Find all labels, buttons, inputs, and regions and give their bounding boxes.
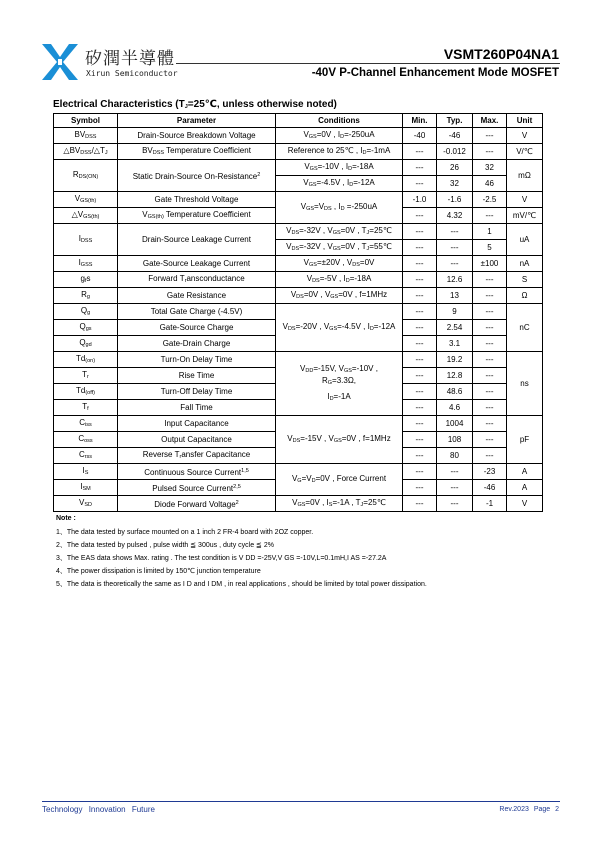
cell-unit: V bbox=[507, 192, 543, 208]
cell-typ: 9 bbox=[437, 304, 473, 320]
cell-unit: ns bbox=[507, 352, 543, 416]
cell-typ: -0.012 bbox=[437, 144, 473, 160]
table-row bbox=[54, 464, 543, 480]
cell-min: --- bbox=[403, 320, 437, 336]
section-title bbox=[53, 99, 337, 110]
cell-min: --- bbox=[403, 480, 437, 496]
electrical-characteristics-table bbox=[53, 113, 543, 512]
cell-max: ±100 bbox=[473, 256, 507, 272]
cell-typ: --- bbox=[437, 464, 473, 480]
cell-typ: 1004 bbox=[437, 416, 473, 432]
header-conditions: Conditions bbox=[276, 114, 403, 128]
cell-max: -23 bbox=[473, 464, 507, 480]
cell-parameter: Reverse Transfer Capacitance bbox=[118, 448, 276, 464]
cell-max: --- bbox=[473, 400, 507, 416]
table-row bbox=[54, 496, 543, 512]
cell-min: --- bbox=[403, 336, 437, 352]
cell-typ: --- bbox=[437, 224, 473, 240]
cell-conditions: VGS=-4.5V , ID=-12A bbox=[276, 176, 403, 192]
header-parameter: Parameter bbox=[118, 114, 276, 128]
cell-min: --- bbox=[403, 368, 437, 384]
cell-conditions: VDS=0V , VGS=0V , f=1MHz bbox=[276, 288, 403, 304]
cell-min: --- bbox=[403, 416, 437, 432]
cell-min: --- bbox=[403, 400, 437, 416]
cell-symbol: VGS(th) bbox=[54, 192, 118, 208]
cell-symbol: Qg bbox=[54, 304, 118, 320]
cell-min: --- bbox=[403, 208, 437, 224]
note-item: 5、The data is theoretically the same as I D and I DM , in real applications , should be limited by total power dissipation. bbox=[56, 581, 427, 588]
table-row bbox=[54, 224, 543, 240]
cell-conditions: VDS=-20V , VGS=-4.5V , ID=-12A bbox=[276, 304, 403, 352]
cell-unit: V bbox=[507, 128, 543, 144]
cell-min: --- bbox=[403, 176, 437, 192]
cell-symbol: Rg bbox=[54, 288, 118, 304]
table-row bbox=[54, 160, 543, 176]
cell-typ: 48.6 bbox=[437, 384, 473, 400]
cell-conditions: Reference to 25℃ , ID=-1mA bbox=[276, 144, 403, 160]
cell-min: --- bbox=[403, 352, 437, 368]
cell-conditions: VDS=-32V , VGS=0V , TJ=25℃ bbox=[276, 224, 403, 240]
cell-parameter: Gate-Source Leakage Current bbox=[118, 256, 276, 272]
cell-min: --- bbox=[403, 160, 437, 176]
cell-parameter: BVDSS Temperature Coefficient bbox=[118, 144, 276, 160]
cell-parameter: Gate Threshold Voltage bbox=[118, 192, 276, 208]
note-item: 2、The data tested by pulsed , pulse width ≦ 300us , duty cycle ≦ 2% bbox=[56, 542, 274, 549]
cell-parameter: Rise Time bbox=[118, 368, 276, 384]
cell-max: --- bbox=[473, 320, 507, 336]
notes-title: Note : bbox=[56, 515, 76, 522]
cell-unit: mΩ bbox=[507, 160, 543, 192]
cell-parameter: VGS(th) Temperature Coefficient bbox=[118, 208, 276, 224]
cell-min: --- bbox=[403, 384, 437, 400]
cell-max: 32 bbox=[473, 160, 507, 176]
table-row bbox=[54, 256, 543, 272]
cell-max: --- bbox=[473, 368, 507, 384]
cell-unit: S bbox=[507, 272, 543, 288]
cell-min: --- bbox=[403, 240, 437, 256]
cell-conditions: VDS=-5V , ID=-18A bbox=[276, 272, 403, 288]
cell-symbol: IGSS bbox=[54, 256, 118, 272]
cell-parameter: Pulsed Source Current$^{2,5}$ bbox=[118, 480, 276, 496]
cell-parameter: Gate Resistance bbox=[118, 288, 276, 304]
cell-symbol: IS bbox=[54, 464, 118, 480]
xirun-logo-icon bbox=[42, 44, 78, 80]
device-subtitle: -40V P-Channel Enhancement Mode MOSFET bbox=[311, 67, 559, 79]
table-row bbox=[54, 352, 543, 368]
cell-conditions bbox=[276, 352, 403, 416]
cell-unit: V/℃ bbox=[507, 144, 543, 160]
cell-max: --- bbox=[473, 144, 507, 160]
cell-symbol: Coss bbox=[54, 432, 118, 448]
table-row bbox=[54, 192, 543, 208]
header-max: Max. bbox=[473, 114, 507, 128]
footer-page-info bbox=[499, 806, 559, 813]
cell-symbol: Qgs bbox=[54, 320, 118, 336]
cell-min: --- bbox=[403, 448, 437, 464]
cell-parameter: Drain-Source Leakage Current bbox=[118, 224, 276, 256]
cell-min: --- bbox=[403, 144, 437, 160]
cell-symbol: RDS(ON) bbox=[54, 160, 118, 192]
cell-typ: --- bbox=[437, 240, 473, 256]
cell-unit: V bbox=[507, 496, 543, 512]
cell-typ: 26 bbox=[437, 160, 473, 176]
cell-parameter: Output Capacitance bbox=[118, 432, 276, 448]
header-min: Min. bbox=[403, 114, 437, 128]
cell-conditions: VGS=0V , ID=-250uA bbox=[276, 128, 403, 144]
note-item: 4、The power dissipation is limited by 150℃ junction temperature bbox=[56, 568, 261, 575]
cell-typ: 3.1 bbox=[437, 336, 473, 352]
cond-line: ID=-1A bbox=[327, 391, 351, 402]
cell-unit: pF bbox=[507, 416, 543, 464]
cell-symbol: IDSS bbox=[54, 224, 118, 256]
cell-parameter: Static Drain-Source On-Resistance$^2$ bbox=[118, 160, 276, 192]
note-item: 1、The data tested by surface mounted on a 1 inch 2 FR-4 board with 2OZ copper. bbox=[56, 529, 314, 536]
part-number: VSMT260P04NA1 bbox=[443, 46, 559, 62]
cell-typ: 19.2 bbox=[437, 352, 473, 368]
cell-min: --- bbox=[403, 304, 437, 320]
table-row bbox=[54, 288, 543, 304]
footer-page-number: Page 2 bbox=[533, 806, 559, 813]
cell-symbol: gfs bbox=[54, 272, 118, 288]
footer-divider bbox=[42, 801, 560, 802]
cell-min: --- bbox=[403, 272, 437, 288]
cell-typ: 13 bbox=[437, 288, 473, 304]
cell-symbol: Qgd bbox=[54, 336, 118, 352]
cell-max: --- bbox=[473, 128, 507, 144]
table-header-row bbox=[54, 114, 543, 128]
cell-parameter: Total Gate Charge (-4.5V) bbox=[118, 304, 276, 320]
cell-parameter: Forward Transconductance bbox=[118, 272, 276, 288]
cell-typ: 4.6 bbox=[437, 400, 473, 416]
brand-name-english: Xirun Semiconductor bbox=[86, 69, 178, 78]
cell-unit: Ω bbox=[507, 288, 543, 304]
table-row bbox=[54, 304, 543, 320]
cell-symbol: Ciss bbox=[54, 416, 118, 432]
cell-unit: nC bbox=[507, 304, 543, 352]
cell-parameter: Turn-On Delay Time bbox=[118, 352, 276, 368]
cell-symbol: Tf bbox=[54, 400, 118, 416]
table-row bbox=[54, 416, 543, 432]
brand-name-chinese: 矽潤半導體 bbox=[85, 49, 175, 69]
cell-parameter: Continuous Source Current$^{1,5}$ bbox=[118, 464, 276, 480]
cell-conditions: VG=VD=0V , Force Current bbox=[276, 464, 403, 496]
header-typ: Typ. bbox=[437, 114, 473, 128]
note-item: 3、The EAS data shows Max. rating . The test condition is V DD =-25V,V GS =-10V,L=0.1mH,I AS =-27.2A bbox=[56, 555, 387, 562]
cell-symbol: Tr bbox=[54, 368, 118, 384]
cell-typ: 32 bbox=[437, 176, 473, 192]
cell-unit: mV/℃ bbox=[507, 208, 543, 224]
cell-max: -1 bbox=[473, 496, 507, 512]
cell-max: -46 bbox=[473, 480, 507, 496]
cell-symbol: Td(off) bbox=[54, 384, 118, 400]
cell-parameter: Gate-Drain Charge bbox=[118, 336, 276, 352]
cell-symbol: Crss bbox=[54, 448, 118, 464]
cell-typ: --- bbox=[437, 480, 473, 496]
cell-typ: -1.6 bbox=[437, 192, 473, 208]
cell-max: --- bbox=[473, 304, 507, 320]
cell-min: --- bbox=[403, 464, 437, 480]
cell-symbol: VSD bbox=[54, 496, 118, 512]
cell-unit: A bbox=[507, 480, 543, 496]
cell-parameter: Drain-Source Breakdown Voltage bbox=[118, 128, 276, 144]
cell-conditions: VGS=0V , IS=-1A , TJ=25℃ bbox=[276, 496, 403, 512]
cell-unit: uA bbox=[507, 224, 543, 256]
cell-max: --- bbox=[473, 432, 507, 448]
cell-parameter: Fall Time bbox=[118, 400, 276, 416]
header-symbol: Symbol bbox=[54, 114, 118, 128]
cell-min: --- bbox=[403, 496, 437, 512]
cell-conditions: VGS=±20V , VDS=0V bbox=[276, 256, 403, 272]
header-unit: Unit bbox=[507, 114, 543, 128]
cell-max: --- bbox=[473, 288, 507, 304]
cell-parameter: Input Capacitance bbox=[118, 416, 276, 432]
cell-unit: nA bbox=[507, 256, 543, 272]
cell-max: -2.5 bbox=[473, 192, 507, 208]
cell-max: --- bbox=[473, 352, 507, 368]
cell-parameter: Diode Forward Voltage$^2$ bbox=[118, 496, 276, 512]
cell-max: 1 bbox=[473, 224, 507, 240]
footer-revision: Rev.2023 bbox=[499, 806, 529, 813]
cell-conditions: VDS=-32V , VGS=0V , TJ=55℃ bbox=[276, 240, 403, 256]
cond-line: RG=3.3Ω, bbox=[321, 375, 357, 386]
cell-typ: 80 bbox=[437, 448, 473, 464]
cell-min: -40 bbox=[403, 128, 437, 144]
cell-symbol: ISM bbox=[54, 480, 118, 496]
section-title-text: Electrical Characteristics (TJ=25℃, unless otherwise noted) bbox=[53, 99, 337, 110]
cell-min: --- bbox=[403, 224, 437, 240]
cell-typ: -46 bbox=[437, 128, 473, 144]
cell-symbol: △BVDSS/△TJ bbox=[54, 144, 118, 160]
cell-typ: --- bbox=[437, 256, 473, 272]
cell-conditions: VGS=-10V , ID=-18A bbox=[276, 160, 403, 176]
table-row bbox=[54, 272, 543, 288]
cell-typ: 12.6 bbox=[437, 272, 473, 288]
cell-typ: 4.32 bbox=[437, 208, 473, 224]
cell-min: --- bbox=[403, 288, 437, 304]
cell-min: --- bbox=[403, 256, 437, 272]
cell-typ: 12.8 bbox=[437, 368, 473, 384]
cell-symbol: △VGS(th) bbox=[54, 208, 118, 224]
cond-line: VDD=-15V, VGS=-10V , bbox=[300, 363, 378, 374]
cell-parameter: Gate-Source Charge bbox=[118, 320, 276, 336]
cell-conditions: VDS=-15V , VGS=0V , f=1MHz bbox=[276, 416, 403, 464]
cell-max: --- bbox=[473, 336, 507, 352]
cell-min: -1.0 bbox=[403, 192, 437, 208]
footer-tagline: Technology Innovation Future bbox=[42, 805, 155, 814]
cell-typ: 108 bbox=[437, 432, 473, 448]
notes-list bbox=[56, 526, 427, 591]
cell-typ: 2.54 bbox=[437, 320, 473, 336]
cell-conditions: VGS=VDS , ID =-250uA bbox=[276, 192, 403, 224]
cell-min: --- bbox=[403, 432, 437, 448]
cell-max: --- bbox=[473, 448, 507, 464]
table-row bbox=[54, 128, 543, 144]
cell-max: --- bbox=[473, 208, 507, 224]
cell-max: --- bbox=[473, 272, 507, 288]
cell-max: --- bbox=[473, 416, 507, 432]
cell-max: --- bbox=[473, 384, 507, 400]
table-row bbox=[54, 144, 543, 160]
cell-max: 46 bbox=[473, 176, 507, 192]
cell-parameter: Turn-Off Delay Time bbox=[118, 384, 276, 400]
cell-symbol: BVDSS bbox=[54, 128, 118, 144]
cell-max: 5 bbox=[473, 240, 507, 256]
cell-unit: A bbox=[507, 464, 543, 480]
cell-typ: --- bbox=[437, 496, 473, 512]
header-divider bbox=[176, 63, 560, 64]
cell-symbol: Td(on) bbox=[54, 352, 118, 368]
